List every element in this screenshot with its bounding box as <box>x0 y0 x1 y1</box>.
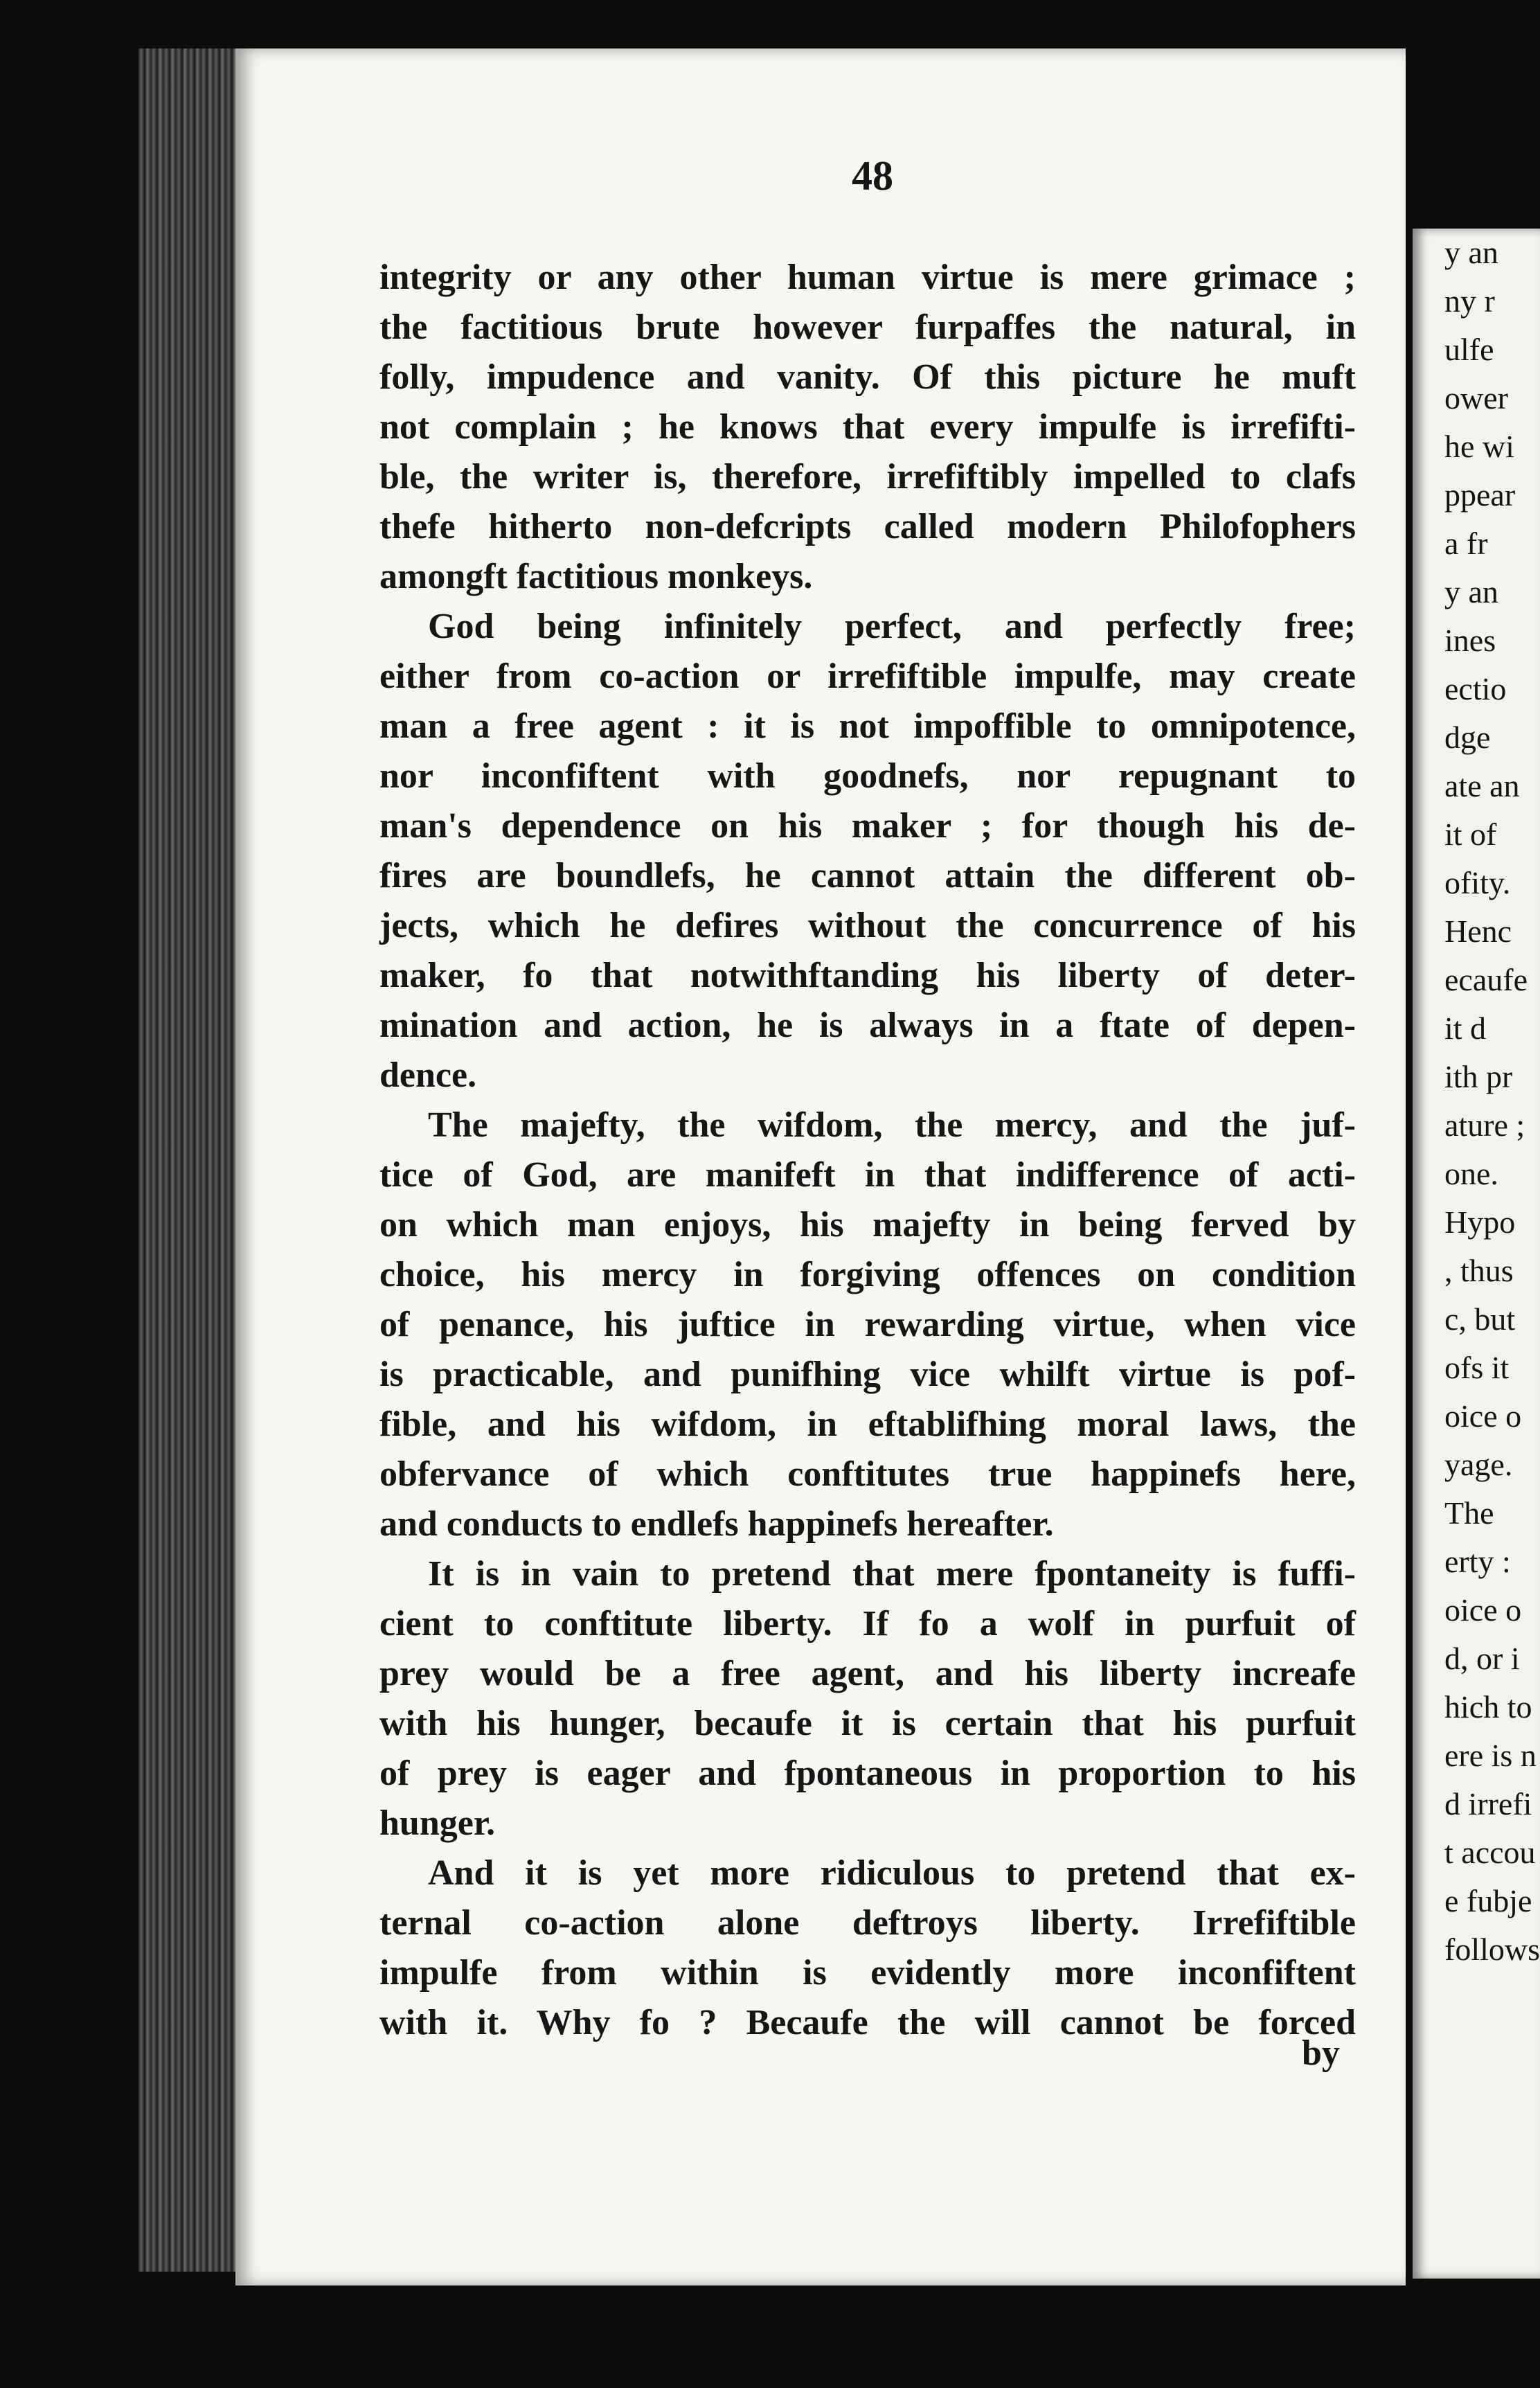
text-line: ble, the writer is, therefore, irrefiftibly impelled to clafs <box>379 457 1356 497</box>
text-line: with his hunger, becaufe it is certain that his purfuit <box>379 1704 1356 1743</box>
text-line: hunger. <box>379 1803 496 1843</box>
page-body-text <box>379 253 1356 2048</box>
facing-page-fragment <box>1413 229 1540 2279</box>
text-line: not complain ; he knows that every impulfe is irrefifti- <box>379 407 1356 447</box>
facing-page-line-fragment: one. <box>1444 1156 1498 1191</box>
facing-page-line-fragment: ower <box>1444 380 1508 416</box>
facing-page-line-fragment: it of <box>1444 817 1497 852</box>
text-line: fires are boundlefs, he cannot attain the different ob- <box>379 856 1356 896</box>
facing-page-line-fragment: ulfe <box>1444 332 1494 367</box>
facing-page-line-fragment: follows <box>1444 1932 1540 1967</box>
facing-page-line-fragment: ith pr <box>1444 1059 1513 1094</box>
text-line: cient to conftitute liberty. If fo a wolf in purfuit of <box>379 1604 1356 1643</box>
facing-page-line-fragment: ofs it <box>1444 1350 1510 1385</box>
catchword: by <box>1302 2033 1340 2073</box>
page-number: 48 <box>852 153 893 199</box>
text-line: integrity or any other human virtue is mere grimace ; <box>379 258 1356 297</box>
facing-page-line-fragment: yage. <box>1444 1447 1513 1482</box>
facing-page-line-fragment: y an <box>1444 235 1498 270</box>
facing-page-line-fragment: hich to <box>1444 1689 1532 1725</box>
facing-page-line-fragment: a fr <box>1444 526 1488 561</box>
text-line: man a free agent : it is not impoffible to omnipotence, <box>379 706 1356 746</box>
facing-page-line-fragment: ines <box>1444 623 1496 658</box>
text-line: maker, fo that notwithftanding his liberty of deter- <box>379 956 1356 995</box>
text-line: folly, impudence and vanity. Of this picture he muft <box>379 357 1356 397</box>
text-line: ternal co-action alone deftroys liberty. Irrefiftible <box>379 1903 1356 1943</box>
facing-page-line-fragment: it d <box>1444 1010 1487 1046</box>
text-line: And it is yet more ridiculous to pretend that ex- <box>428 1853 1356 1893</box>
text-line: with it. Why fo ? Becaufe the will cannot be forced <box>379 2003 1356 2042</box>
facing-page-line-fragment: dge <box>1444 720 1491 755</box>
facing-page-line-fragment: oice o <box>1444 1398 1522 1434</box>
text-line: either from co-action or irrefiftible impulfe, may create <box>379 657 1356 696</box>
text-line: of penance, his juftice in rewarding virtue, when vice <box>379 1305 1356 1344</box>
facing-page-line-fragment: oice o <box>1444 1592 1522 1628</box>
text-line: is practicable, and punifhing vice whilft virtue is pof- <box>379 1355 1356 1394</box>
facing-page-line-fragment: Henc <box>1444 914 1512 949</box>
text-line: dence. <box>379 1055 477 1095</box>
facing-page-line-fragment: ere is n <box>1444 1738 1537 1773</box>
facing-page-line-fragment: he wi <box>1444 429 1514 464</box>
text-line: It is in vain to pretend that mere fpontaneity is fuffi- <box>428 1554 1356 1594</box>
text-line: man's dependence on his maker ; for though his de- <box>379 806 1356 846</box>
text-line: The majefty, the wifdom, the mercy, and the juf- <box>428 1105 1356 1145</box>
text-line: on which man enjoys, his majefty in being ferved by <box>379 1205 1356 1245</box>
facing-page-line-fragment: ppear <box>1444 477 1516 513</box>
facing-page-line-fragment: The <box>1444 1495 1494 1531</box>
text-line: God being infinitely perfect, and perfectly free; <box>428 607 1356 646</box>
facing-page-line-fragment: c, but <box>1444 1301 1516 1337</box>
text-line: impulfe from within is evidently more inconfiftent <box>379 1953 1356 1993</box>
facing-page-line-fragment: t accou <box>1444 1835 1536 1870</box>
facing-page-line-fragment: erty : <box>1444 1544 1511 1579</box>
text-line: choice, his mercy in forgiving offences on condition <box>379 1255 1356 1294</box>
facing-page-line-fragment: d irrefi <box>1444 1786 1532 1821</box>
facing-page-line-fragment: y an <box>1444 574 1498 609</box>
text-line: prey would be a free agent, and his liberty increafe <box>379 1654 1356 1693</box>
text-line: mination and action, he is always in a ftate of depen- <box>379 1006 1356 1045</box>
facing-page-line-fragment: ofity. <box>1444 865 1511 900</box>
book-page-edges <box>138 48 249 2272</box>
facing-page-line-fragment: , thus <box>1444 1253 1514 1288</box>
text-line: of prey is eager and fpontaneous in proportion to his <box>379 1754 1356 1793</box>
facing-page-line-fragment: e fubje <box>1444 1883 1532 1918</box>
text-line: obfervance of which conftitutes true happinefs here, <box>379 1454 1356 1494</box>
text-line: jects, which he defires without the concurrence of his <box>379 906 1356 945</box>
text-line: thefe hitherto non-defcripts called modern Philofophers <box>379 507 1356 546</box>
facing-page-line-fragment: Hypo <box>1444 1204 1516 1240</box>
facing-page-line-fragment: ate an <box>1444 768 1520 803</box>
text-line: nor inconfiftent with goodnefs, nor repugnant to <box>379 756 1356 796</box>
text-line: and conducts to endlefs happinefs hereafter. <box>379 1504 1054 1544</box>
facing-page-line-fragment: ecaufe <box>1444 962 1528 997</box>
facing-page-line-fragment: ature ; <box>1444 1107 1525 1143</box>
text-line: fible, and his wifdom, in eftablifhing moral laws, the <box>379 1405 1356 1444</box>
facing-page-line-fragment: d, or i <box>1444 1641 1520 1676</box>
text-line: amongft factitious monkeys. <box>379 557 813 596</box>
facing-page-line-fragment: ectio <box>1444 671 1507 706</box>
text-line: tice of God, are manifeft in that indifference of acti- <box>379 1155 1356 1195</box>
text-line: the factitious brute however furpaffes the natural, in <box>379 308 1356 347</box>
facing-page-line-fragment: ny r <box>1444 283 1495 319</box>
